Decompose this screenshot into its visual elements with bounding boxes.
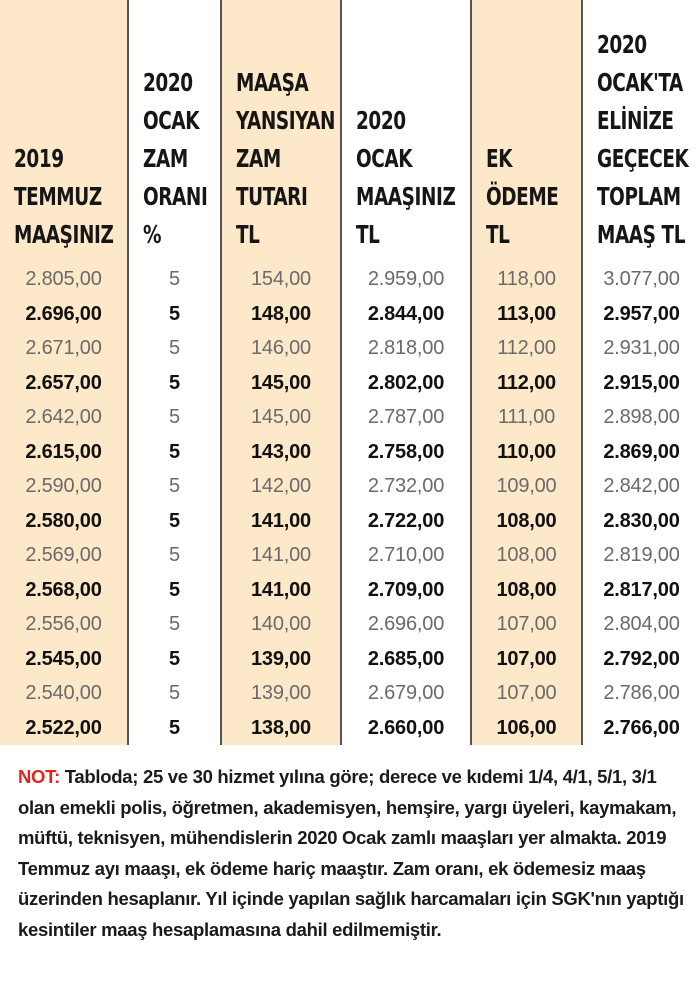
cell-extra-payment: 113,00 [471, 297, 582, 332]
cell-raise-amount: 148,00 [221, 297, 341, 332]
cell-raise-amount: 146,00 [221, 331, 341, 366]
cell-raise-amount: 145,00 [221, 366, 341, 401]
cell-salary-2019: 2.556,00 [0, 607, 128, 642]
table-row [0, 573, 700, 608]
cell-raise-amount: 141,00 [221, 573, 341, 608]
cell-extra-payment: 112,00 [471, 366, 582, 401]
header-total-salary: 2020 OCAK'TA ELİNİZE GEÇECEK TOPLAM MAAŞ TL [597, 30, 689, 249]
cell-raise-rate: 5 [128, 400, 221, 435]
cell-raise-rate: 5 [128, 504, 221, 539]
cell-total-salary: 2.792,00 [603, 647, 680, 670]
table-row [0, 642, 700, 677]
cell-raise-amount: 139,00 [221, 676, 341, 711]
cell-extra-payment: 108,00 [471, 504, 582, 539]
cell-raise-rate: 5 [128, 676, 221, 711]
cell-salary-2019: 2.540,00 [0, 676, 128, 711]
cell-raise-rate: 5 [128, 607, 221, 642]
cell-salary-2020: 2.959,00 [341, 262, 471, 297]
cell-raise-amount: 140,00 [221, 607, 341, 642]
cell-raise-rate: 5 [128, 435, 221, 470]
cell-salary-2020: 2.660,00 [341, 711, 471, 746]
cell-total-salary: 2.786,00 [603, 682, 680, 705]
cell-salary-2019: 2.545,00 [0, 642, 128, 677]
table-body [0, 262, 700, 745]
table-row [0, 607, 700, 642]
cell-salary-2019: 2.580,00 [0, 504, 128, 539]
cell-extra-payment: 112,00 [471, 331, 582, 366]
cell-raise-rate: 5 [128, 262, 221, 297]
cell-salary-2019: 2.522,00 [0, 711, 128, 746]
cell-salary-2020: 2.710,00 [341, 538, 471, 573]
cell-raise-rate: 5 [128, 538, 221, 573]
cell-extra-payment: 107,00 [471, 676, 582, 711]
cell-raise-rate: 5 [128, 711, 221, 746]
cell-raise-rate: 5 [128, 331, 221, 366]
header-raise-rate: 2020 OCAK ZAM ORANI % [128, 0, 221, 262]
footnote [18, 762, 688, 945]
cell-salary-2019: 2.657,00 [0, 366, 128, 401]
table-row [0, 297, 700, 332]
cell-raise-amount: 139,00 [221, 642, 341, 677]
cell-total-salary: 2.842,00 [603, 475, 680, 498]
cell-raise-amount: 154,00 [221, 262, 341, 297]
cell-extra-payment: 106,00 [471, 711, 582, 746]
table-row [0, 331, 700, 366]
cell-salary-2020: 2.758,00 [341, 435, 471, 470]
cell-salary-2019: 2.696,00 [0, 297, 128, 332]
cell-total-salary: 2.898,00 [603, 406, 680, 429]
cell-total-salary: 2.819,00 [603, 544, 680, 567]
footnote-label: NOT: [18, 766, 60, 787]
cell-extra-payment: 118,00 [471, 262, 582, 297]
cell-salary-2020: 2.732,00 [341, 469, 471, 504]
cell-salary-2019: 2.805,00 [0, 262, 128, 297]
cell-raise-amount: 145,00 [221, 400, 341, 435]
table-row [0, 366, 700, 401]
cell-raise-rate: 5 [128, 642, 221, 677]
cell-salary-2020: 2.679,00 [341, 676, 471, 711]
cell-salary-2019: 2.671,00 [0, 331, 128, 366]
table-row [0, 538, 700, 573]
cell-salary-2020: 2.685,00 [341, 642, 471, 677]
cell-total-salary: 2.915,00 [603, 371, 680, 394]
cell-total-salary: 2.766,00 [603, 716, 680, 739]
cell-raise-amount: 141,00 [221, 538, 341, 573]
cell-salary-2020: 2.722,00 [341, 504, 471, 539]
footnote-text: Tabloda; 25 ve 30 hizmet yılına göre; derece ve kıdemi 1/4, 4/1, 5/1, 3/1 olan emekli polis, öğretmen, akademisyen, hemşire, yargı üyeleri, kaymakam, müftü, teknisyen, mühendislerin 2020 Ocak zamlı maaşları yer almakta. 2019 Temmuz ayı maaşı, ek ödeme hariç maaştır. Zam oranı, ek ödemesiz maaş üzerinden hesaplanır. Yıl içinde yapılan sağlık harcamaları için SGK'nın yaptığı kesintiler maaş hesaplamasına dahil edilmemiştir. [18, 766, 684, 940]
cell-total-salary: 2.830,00 [603, 509, 680, 532]
table-row [0, 262, 700, 297]
cell-salary-2019: 2.569,00 [0, 538, 128, 573]
cell-salary-2019: 2.590,00 [0, 469, 128, 504]
cell-extra-payment: 109,00 [471, 469, 582, 504]
cell-salary-2019: 2.615,00 [0, 435, 128, 470]
table-row [0, 435, 700, 470]
header-2020-january-salary: 2020 OCAK MAAŞINIZ TL [341, 0, 471, 262]
table-row [0, 400, 700, 435]
cell-salary-2019: 2.568,00 [0, 573, 128, 608]
cell-raise-amount: 143,00 [221, 435, 341, 470]
cell-salary-2019: 2.642,00 [0, 400, 128, 435]
cell-raise-rate: 5 [128, 297, 221, 332]
header-raise-amount: MAAŞA YANSIYAN ZAM TUTARI TL [221, 0, 341, 262]
cell-salary-2020: 2.787,00 [341, 400, 471, 435]
header-2019-july-salary: 2019 TEMMUZ MAAŞINIZ [0, 0, 128, 262]
cell-raise-amount: 141,00 [221, 504, 341, 539]
cell-extra-payment: 107,00 [471, 607, 582, 642]
cell-extra-payment: 111,00 [471, 400, 582, 435]
cell-total-salary: 2.804,00 [603, 613, 680, 636]
cell-extra-payment: 108,00 [471, 573, 582, 608]
cell-raise-rate: 5 [128, 573, 221, 608]
header-extra-payment: EK ÖDEME TL [471, 0, 582, 262]
cell-salary-2020: 2.844,00 [341, 297, 471, 332]
cell-extra-payment: 107,00 [471, 642, 582, 677]
cell-extra-payment: 108,00 [471, 538, 582, 573]
cell-total-salary: 2.957,00 [603, 302, 680, 325]
cell-total-salary: 2.817,00 [603, 578, 680, 601]
cell-extra-payment: 110,00 [471, 435, 582, 470]
cell-salary-2020: 2.818,00 [341, 331, 471, 366]
cell-salary-2020: 2.802,00 [341, 366, 471, 401]
table-row [0, 711, 700, 746]
cell-raise-rate: 5 [128, 469, 221, 504]
header-row [0, 0, 700, 262]
table-row [0, 676, 700, 711]
cell-total-salary: 2.869,00 [603, 440, 680, 463]
cell-salary-2020: 2.709,00 [341, 573, 471, 608]
cell-raise-amount: 142,00 [221, 469, 341, 504]
table-row [0, 469, 700, 504]
cell-total-salary: 3.077,00 [603, 268, 680, 291]
cell-raise-amount: 138,00 [221, 711, 341, 746]
cell-total-salary: 2.931,00 [603, 337, 680, 360]
cell-salary-2020: 2.696,00 [341, 607, 471, 642]
cell-raise-rate: 5 [128, 366, 221, 401]
table-row [0, 504, 700, 539]
